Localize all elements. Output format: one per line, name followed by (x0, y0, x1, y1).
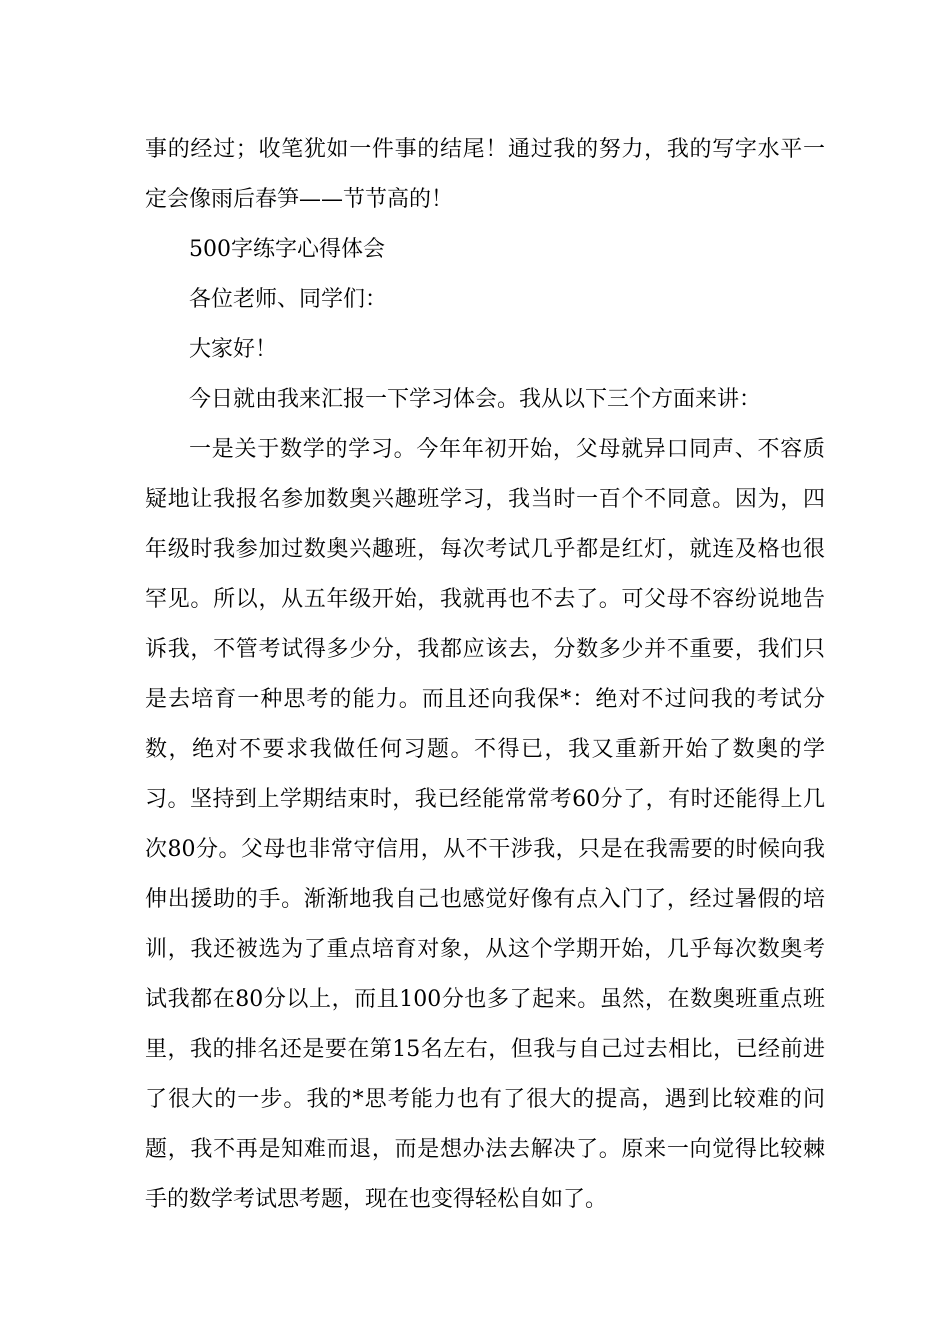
body-paragraph-math: 一是关于数学的学习。今年年初开始，父母就异口同声、不容质疑地让我报名参加数奥兴趣班学习，我当时一百个不同意。因为，四年级时我参加过数奥兴趣班，每次考试几乎都是红灯，就连及格也很罕见。所以，从五年级开始，我就再也不去了。可父母不容纷说地告诉我，不管考试得多少分，我都应该去，分数多少并不重要，我们只是去培育一种思考的能力。而且还向我保*：绝对不过问我的考试分数，绝对不要求我做任何习题。不得已，我又重新开始了数奥的学习。坚持到上学期结束时，我已经能常常考60分了，有时还能得上几次80分。父母也非常守信用，从不干涉我，只是在我需要的时候向我伸出援助的手。渐渐地我自己也感觉好像有点入门了，经过暑假的培训，我还被选为了重点培育对象，从这个学期开始，几乎每次数奥考试我都在80分以上，而且100分也多了起来。虽然，在数奥班重点班里，我的排名还是要在第15名左右，但我与自己过去相比，已经前进了很大的一步。我的*思考能力也有了很大的提高，遇到比较难的问题，我不再是知难而退，而是想办法去解决了。原来一向觉得比较棘手的数学考试思考题，现在也变得轻松自如了。 (145, 437, 825, 1212)
section-title: 500字练字心得体会 (189, 237, 385, 262)
document-body (145, 125, 825, 1225)
greeting: 大家好！ (189, 337, 278, 362)
salutation: 各位老师、同学们： (189, 287, 388, 312)
intro-paragraph: 今日就由我来汇报一下学习体会。我从以下三个方面来讲： (189, 387, 762, 412)
paragraph-continuation: 事的经过；收笔犹如一件事的结尾！通过我的努力，我的写字水平一定会像雨后春笋——节节高的！ (145, 137, 825, 212)
